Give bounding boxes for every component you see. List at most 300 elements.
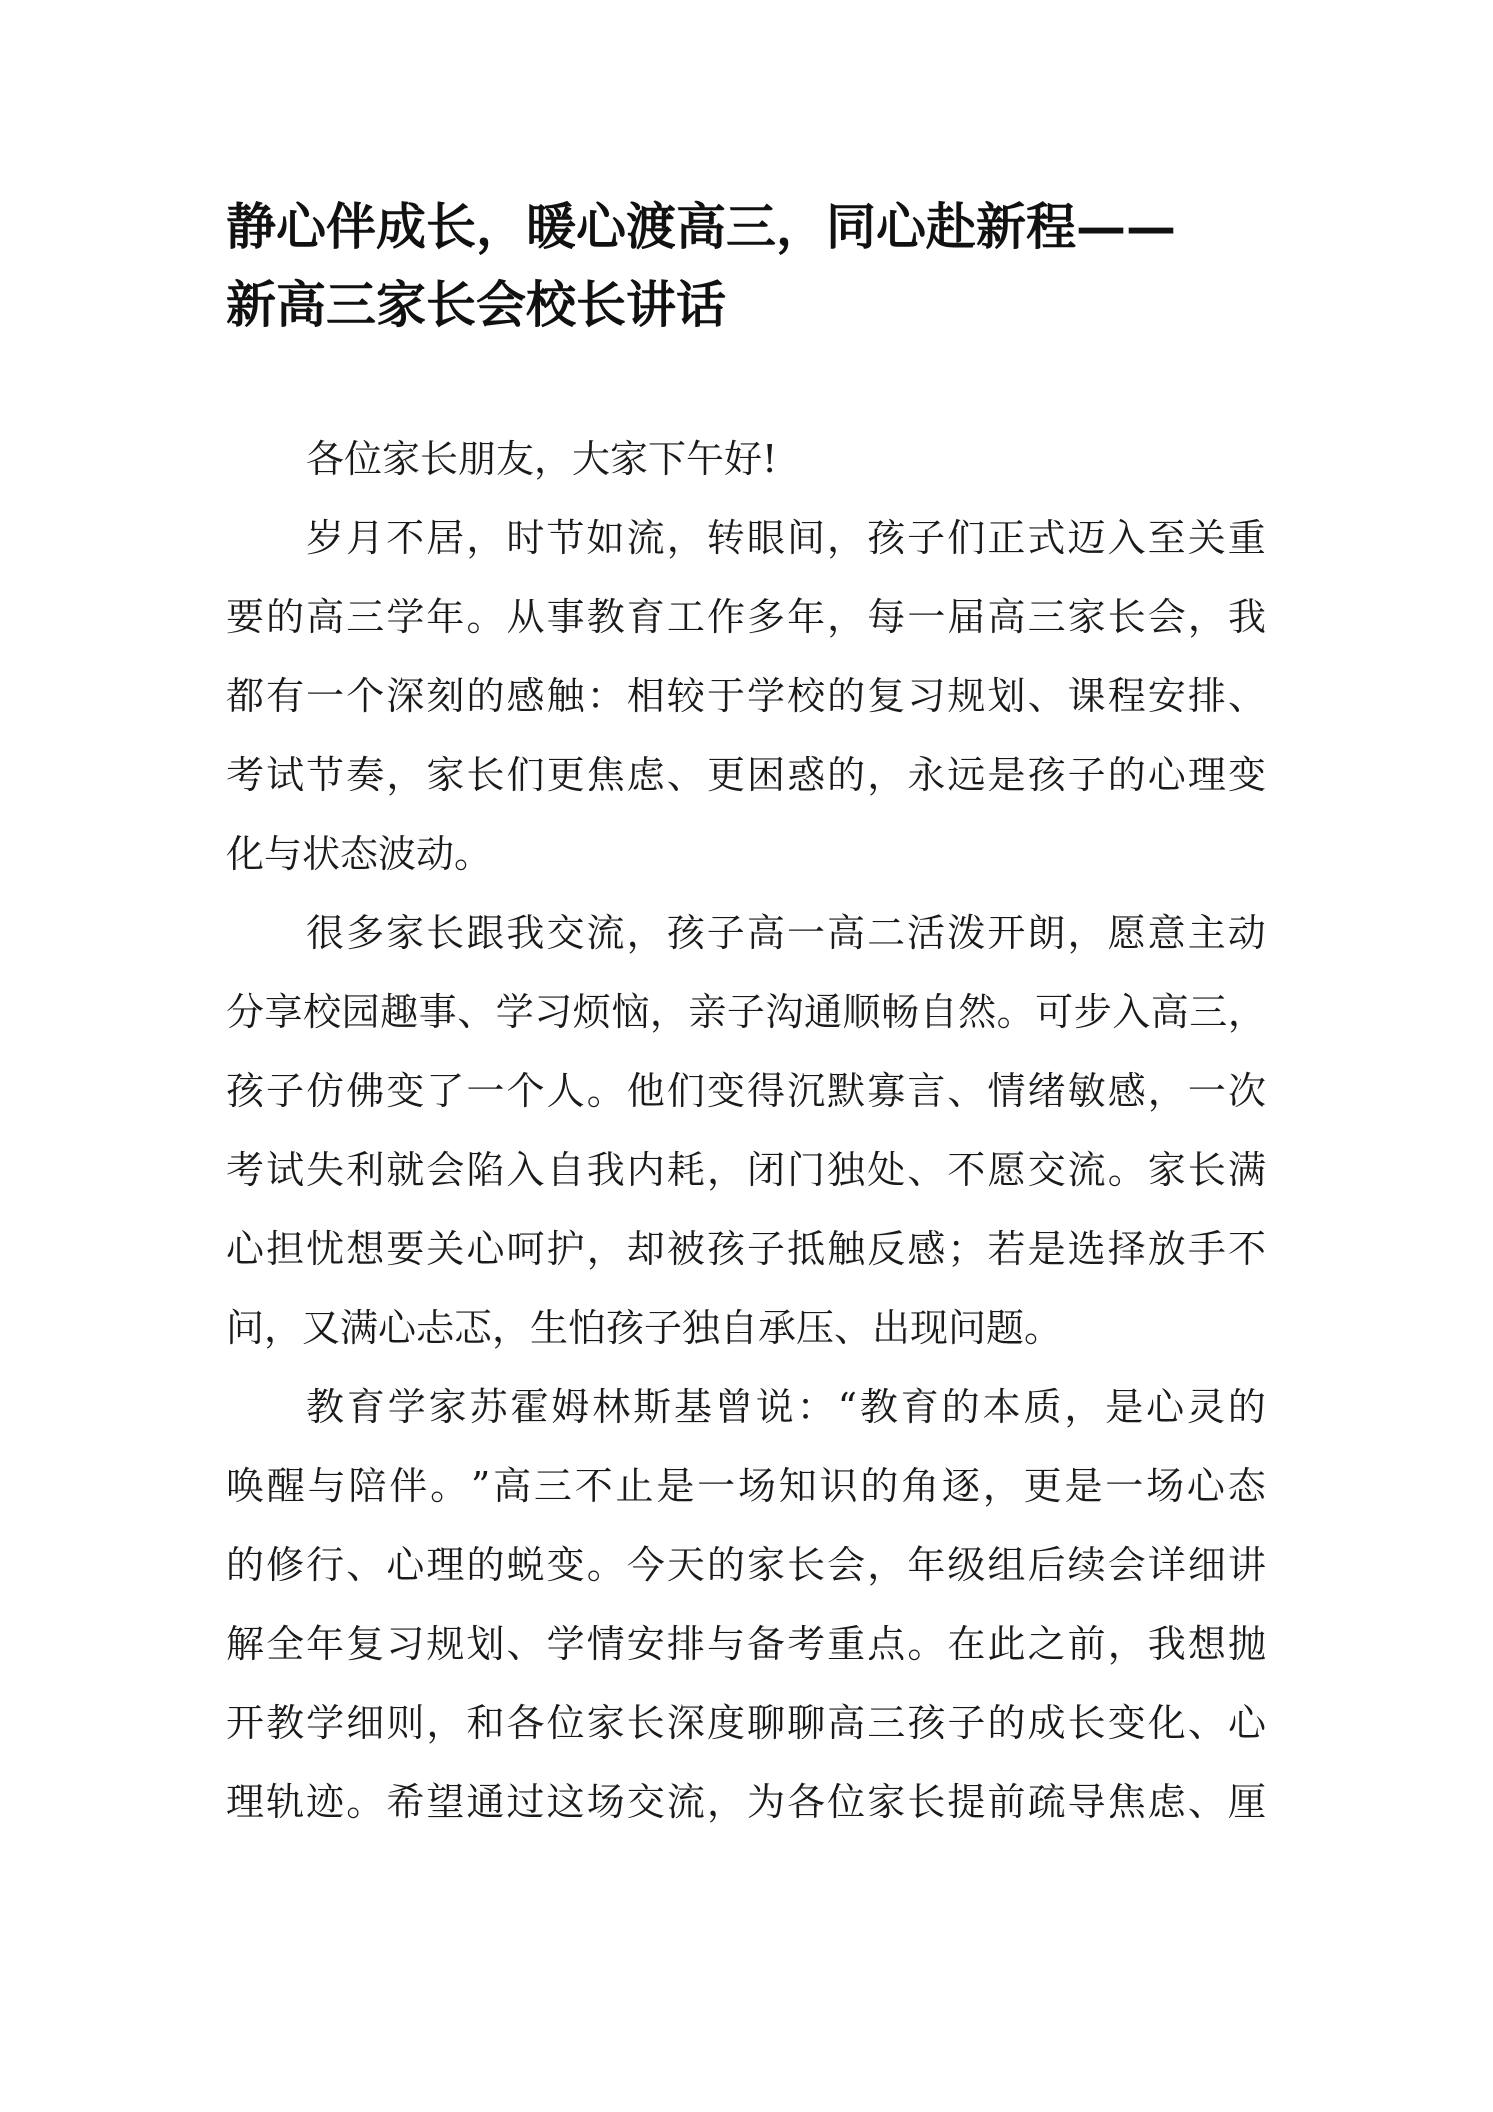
text-char: 知 bbox=[778, 1464, 817, 1508]
text-char: 苏 bbox=[469, 1385, 508, 1429]
text-char: 家 bbox=[747, 1543, 786, 1587]
text-char: 工 bbox=[666, 595, 705, 639]
text-char: 孩 bbox=[1027, 753, 1066, 797]
text-char: 他 bbox=[626, 1069, 665, 1113]
text-char: 多 bbox=[346, 911, 385, 955]
text-char: 流 bbox=[1067, 1148, 1106, 1192]
text-char: 岁 bbox=[306, 516, 345, 560]
text-char: 们 bbox=[666, 1069, 705, 1113]
text-char: 、 bbox=[907, 1148, 946, 1192]
text-char: 各 bbox=[787, 1780, 826, 1824]
text-char: 子 bbox=[266, 1069, 305, 1113]
text-char: 触 bbox=[546, 674, 585, 718]
text-char: 满 bbox=[1227, 1148, 1266, 1192]
text-char: 式 bbox=[1027, 516, 1066, 560]
text-char: 学 bbox=[495, 990, 534, 1034]
text-char: 是 bbox=[656, 1464, 695, 1508]
text-char: 导 bbox=[1067, 1780, 1106, 1824]
text-char: 斯 bbox=[633, 1385, 672, 1429]
text-char: 迈 bbox=[1067, 516, 1106, 560]
text-char: 交 bbox=[546, 911, 585, 955]
text-char: 一 bbox=[466, 1069, 505, 1113]
text-char: 、 bbox=[947, 1069, 986, 1113]
text-char: 和 bbox=[466, 1701, 505, 1745]
text-char: 子 bbox=[907, 516, 946, 560]
text-char: 焦 bbox=[586, 753, 625, 797]
text-char: 习 bbox=[534, 990, 573, 1034]
title-line: 静心伴成长，暖心渡高三，同心赴新程—— bbox=[226, 197, 1176, 256]
text-char: ： bbox=[586, 674, 625, 718]
text-char: 重 bbox=[1227, 516, 1266, 560]
text-char: 轨 bbox=[266, 1780, 305, 1824]
text-char: 子 bbox=[947, 1701, 986, 1745]
text-char: 霍 bbox=[510, 1385, 549, 1429]
text-char: 从 bbox=[506, 595, 545, 639]
text-char: ， bbox=[827, 595, 866, 639]
text-char: 度 bbox=[706, 1701, 745, 1745]
text-char: 择 bbox=[1107, 1227, 1146, 1271]
text-char: 沟 bbox=[765, 990, 804, 1034]
paragraph-line bbox=[226, 1776, 1266, 1855]
text-char: 若 bbox=[987, 1227, 1026, 1271]
paragraph-line bbox=[226, 907, 1266, 986]
text-char: 的 bbox=[860, 1464, 899, 1508]
text-char: 顺 bbox=[842, 990, 881, 1034]
text-char: 划 bbox=[987, 674, 1026, 718]
text-char: 亲 bbox=[688, 990, 727, 1034]
text-char: 失 bbox=[306, 1148, 345, 1192]
text-char: 寡 bbox=[867, 1069, 906, 1113]
text-char: 家 bbox=[1067, 595, 1106, 639]
text-char: 学 bbox=[546, 1622, 585, 1666]
text-char: ， bbox=[1227, 990, 1266, 1034]
text-char: 事 bbox=[546, 595, 585, 639]
text-char: 时 bbox=[506, 516, 545, 560]
text-char: 每 bbox=[867, 595, 906, 639]
text-char: 流 bbox=[586, 911, 625, 955]
text-char: 长 bbox=[626, 1701, 665, 1745]
text-char: 在 bbox=[947, 1622, 986, 1666]
text-char: ， bbox=[867, 753, 906, 797]
text-char: 会 bbox=[1107, 1543, 1146, 1587]
text-char: 眼 bbox=[746, 516, 785, 560]
text-char: 长 bbox=[907, 1780, 946, 1824]
text-char: 高 bbox=[493, 1464, 532, 1508]
text-char: 届 bbox=[947, 595, 986, 639]
text-char: ， bbox=[666, 516, 705, 560]
text-char: 育 bbox=[626, 595, 665, 639]
text-char: 三 bbox=[1189, 990, 1228, 1034]
text-char: 、 bbox=[346, 1543, 385, 1587]
text-char: 感 bbox=[1107, 1069, 1146, 1113]
paragraph-line bbox=[226, 1460, 1266, 1539]
text-char: 各 bbox=[506, 1701, 545, 1745]
text-char: 我 bbox=[1147, 1622, 1186, 1666]
text-char: 一 bbox=[907, 595, 946, 639]
text-char: 困 bbox=[747, 753, 786, 797]
text-char: 抛 bbox=[1227, 1622, 1266, 1666]
text-char: 年 bbox=[306, 1622, 345, 1666]
text-char: 反 bbox=[867, 1227, 906, 1271]
text-char: 情 bbox=[586, 1622, 625, 1666]
paragraph-line bbox=[226, 1302, 1266, 1381]
text-char: 今 bbox=[626, 1543, 665, 1587]
text-char: 教 bbox=[306, 1385, 345, 1429]
text-char: 的 bbox=[1107, 753, 1146, 797]
paragraph-line bbox=[226, 591, 1266, 670]
text-char: 护 bbox=[546, 1227, 585, 1271]
text-char: 厘 bbox=[1227, 1780, 1266, 1824]
text-char: 动 bbox=[1227, 911, 1266, 955]
text-char: 作 bbox=[706, 595, 745, 639]
text-char: 佛 bbox=[346, 1069, 385, 1113]
paragraph-line bbox=[226, 670, 1266, 749]
text-char: 孩 bbox=[226, 1069, 265, 1113]
text-char: 态 bbox=[1227, 1464, 1266, 1508]
text-char: 长 bbox=[1187, 1148, 1226, 1192]
text-char: 习 bbox=[907, 674, 946, 718]
text-char: 远 bbox=[947, 753, 986, 797]
text-char: 理 bbox=[226, 1780, 265, 1824]
text-char: 心 bbox=[1227, 1701, 1266, 1745]
text-char: 详 bbox=[1147, 1543, 1186, 1587]
text-char: 长 bbox=[1107, 595, 1146, 639]
text-char: ， bbox=[867, 1543, 906, 1587]
text-char: ， bbox=[1067, 911, 1106, 955]
text-char: 学 bbox=[387, 1385, 426, 1429]
text-char: 放 bbox=[1147, 1227, 1186, 1271]
text-char: 选 bbox=[1067, 1227, 1106, 1271]
text-char: 更 bbox=[1023, 1464, 1062, 1508]
text-char: 的 bbox=[987, 1701, 1026, 1745]
text-char: 。 bbox=[586, 1543, 625, 1587]
text-char: 子 bbox=[726, 990, 765, 1034]
text-char: 门 bbox=[787, 1148, 826, 1192]
text-char: 行 bbox=[306, 1543, 345, 1587]
text-char: 很 bbox=[306, 911, 345, 955]
text-char: 、 bbox=[1027, 674, 1066, 718]
text-char: 试 bbox=[266, 753, 305, 797]
text-char: 变 bbox=[546, 1543, 585, 1587]
text-char: 位 bbox=[827, 1780, 866, 1824]
text-char: 至 bbox=[1147, 516, 1186, 560]
text-char: 的 bbox=[466, 1543, 505, 1587]
text-char: 是 bbox=[1105, 1385, 1144, 1429]
paragraph-line bbox=[226, 1697, 1266, 1776]
text-char: 校 bbox=[787, 674, 826, 718]
text-char: 通 bbox=[803, 990, 842, 1034]
paragraph-line bbox=[226, 1065, 1266, 1144]
text-char: 奏 bbox=[346, 753, 385, 797]
text-char: ， bbox=[626, 911, 665, 955]
text-char: 事 bbox=[418, 990, 457, 1034]
text-char: 曾 bbox=[714, 1385, 753, 1429]
text-char: 化 bbox=[1147, 1701, 1186, 1745]
text-char: 课 bbox=[1067, 674, 1106, 718]
text-char: 高 bbox=[987, 595, 1026, 639]
title-line: 新高三家长会校长讲话 bbox=[226, 275, 726, 334]
text-char: ： bbox=[796, 1385, 835, 1429]
text-char: ， bbox=[1187, 595, 1226, 639]
text-char: 默 bbox=[827, 1069, 866, 1113]
text-char: 的 bbox=[1227, 1385, 1266, 1429]
text-char: 家 bbox=[867, 1780, 906, 1824]
text-char: 场 bbox=[737, 1464, 776, 1508]
text-char: 子 bbox=[747, 1227, 786, 1271]
text-char: 讲 bbox=[1227, 1543, 1266, 1587]
paragraph-line bbox=[226, 1539, 1266, 1618]
text-char: 孩 bbox=[666, 911, 705, 955]
text-char: ； bbox=[947, 1227, 986, 1271]
text-char: 蜕 bbox=[506, 1543, 545, 1587]
text-char: 考 bbox=[787, 1622, 826, 1666]
text-char: ， bbox=[827, 516, 866, 560]
text-char: ， bbox=[426, 1701, 465, 1745]
text-char: 却 bbox=[626, 1227, 665, 1271]
text-char: 仿 bbox=[306, 1069, 345, 1113]
text-char: 位 bbox=[546, 1701, 585, 1745]
text-char: “ bbox=[837, 1385, 858, 1429]
text-char: 这 bbox=[546, 1780, 585, 1824]
text-char: 敏 bbox=[1067, 1069, 1106, 1113]
text-char: 处 bbox=[867, 1148, 906, 1192]
text-char: 相 bbox=[626, 674, 665, 718]
text-char: 的 bbox=[827, 674, 866, 718]
text-char: 开 bbox=[987, 911, 1026, 955]
text-char: 焦 bbox=[1107, 1780, 1146, 1824]
text-char: 质 bbox=[1023, 1385, 1062, 1429]
text-char: 月 bbox=[346, 516, 385, 560]
text-char: 抵 bbox=[787, 1227, 826, 1271]
text-char: 自 bbox=[546, 1148, 585, 1192]
text-char: 我 bbox=[506, 911, 545, 955]
text-char: ， bbox=[649, 990, 688, 1034]
text-char: 场 bbox=[1146, 1464, 1185, 1508]
text-char: ， bbox=[466, 516, 505, 560]
text-char: 可 bbox=[1035, 990, 1074, 1034]
paragraph-text: 各位家长朋友，大家下午好! bbox=[306, 437, 778, 481]
text-char: 场 bbox=[586, 1780, 625, 1824]
text-char: 得 bbox=[747, 1069, 786, 1113]
text-char: 入 bbox=[1107, 516, 1146, 560]
text-char: 。 bbox=[996, 990, 1035, 1034]
text-char: 的 bbox=[706, 1543, 745, 1587]
paragraph-line bbox=[226, 1618, 1266, 1697]
text-char: 提 bbox=[947, 1780, 986, 1824]
text-char: 不 bbox=[386, 516, 425, 560]
text-char: 试 bbox=[266, 1148, 305, 1192]
text-char: 陷 bbox=[466, 1148, 505, 1192]
text-char: ， bbox=[706, 1148, 745, 1192]
text-char: 利 bbox=[346, 1148, 385, 1192]
text-char: 。 bbox=[1107, 1148, 1146, 1192]
text-char: 育 bbox=[900, 1385, 939, 1429]
text-char: 开 bbox=[226, 1701, 265, 1745]
text-char: 年 bbox=[787, 595, 826, 639]
text-char: 后 bbox=[1027, 1543, 1066, 1587]
text-char: 交 bbox=[1027, 1148, 1066, 1192]
text-char: 流 bbox=[626, 516, 665, 560]
text-char: 重 bbox=[827, 1622, 866, 1666]
text-char: 说 bbox=[755, 1385, 794, 1429]
text-char: 唤 bbox=[226, 1464, 265, 1508]
text-char: 内 bbox=[626, 1148, 665, 1192]
text-char: 学 bbox=[306, 1701, 345, 1745]
text-char: 节 bbox=[306, 753, 345, 797]
text-char: 点 bbox=[867, 1622, 906, 1666]
text-char: 、 bbox=[666, 753, 705, 797]
text-char: 规 bbox=[426, 1622, 465, 1666]
text-char: 的 bbox=[266, 595, 305, 639]
text-char: 此 bbox=[987, 1622, 1026, 1666]
text-char: ， bbox=[706, 1780, 745, 1824]
text-char: 感 bbox=[907, 1227, 946, 1271]
text-char: 三 bbox=[1027, 595, 1066, 639]
text-char: 会 bbox=[426, 1148, 465, 1192]
text-char: 、 bbox=[1187, 1780, 1226, 1824]
text-char: 解 bbox=[226, 1622, 265, 1666]
text-char: ， bbox=[1147, 1069, 1186, 1113]
text-char: 心 bbox=[1147, 753, 1186, 797]
text-char: 要 bbox=[226, 595, 265, 639]
text-char: 醒 bbox=[266, 1464, 305, 1508]
text-char: 入 bbox=[506, 1148, 545, 1192]
text-char: 是 bbox=[1027, 1227, 1066, 1271]
text-char: 年 bbox=[426, 595, 465, 639]
text-char: 不 bbox=[947, 1148, 986, 1192]
text-char: 间 bbox=[786, 516, 825, 560]
text-char: 高 bbox=[827, 911, 866, 955]
text-char: 流 bbox=[666, 1780, 705, 1824]
paragraph-line bbox=[226, 512, 1266, 591]
document-title bbox=[226, 188, 1286, 344]
text-char: 之 bbox=[1027, 1622, 1066, 1666]
text-char: 过 bbox=[506, 1780, 545, 1824]
text-char: 正 bbox=[987, 516, 1026, 560]
text-char: ” bbox=[470, 1464, 491, 1508]
text-char: 安 bbox=[1147, 674, 1186, 718]
text-char: 关 bbox=[1187, 516, 1226, 560]
text-char: 虑 bbox=[626, 753, 665, 797]
text-char: 。 bbox=[907, 1622, 946, 1666]
text-char: 永 bbox=[907, 753, 946, 797]
text-char: 陪 bbox=[348, 1464, 387, 1508]
text-char: 的 bbox=[827, 753, 866, 797]
text-char: 三 bbox=[533, 1464, 572, 1508]
text-char: 。 bbox=[430, 1464, 469, 1508]
text-char: 交 bbox=[626, 1780, 665, 1824]
text-char: 园 bbox=[341, 990, 380, 1034]
paragraph-line bbox=[226, 1144, 1266, 1223]
text-char: 高 bbox=[746, 911, 785, 955]
text-char: 规 bbox=[947, 674, 986, 718]
text-char: 呵 bbox=[506, 1227, 545, 1271]
text-char: 天 bbox=[666, 1543, 705, 1587]
text-char: 沉 bbox=[787, 1069, 826, 1113]
text-char: 学 bbox=[747, 674, 786, 718]
text-char: 、 bbox=[506, 1622, 545, 1666]
text-char: 就 bbox=[386, 1148, 425, 1192]
text-char: 林 bbox=[592, 1385, 631, 1429]
text-char: ， bbox=[982, 1464, 1021, 1508]
text-char: 个 bbox=[346, 674, 385, 718]
text-char: 修 bbox=[266, 1543, 305, 1587]
text-char: 高 bbox=[1150, 990, 1189, 1034]
text-char: 家 bbox=[426, 753, 465, 797]
text-char: 细 bbox=[346, 1701, 385, 1745]
text-char: 个 bbox=[506, 1069, 545, 1113]
text-char: 家 bbox=[1147, 1148, 1186, 1192]
text-char: 考 bbox=[226, 1148, 265, 1192]
text-char: 变 bbox=[1107, 1701, 1146, 1745]
text-char: 多 bbox=[747, 595, 786, 639]
text-char: 们 bbox=[947, 516, 986, 560]
text-char: 家 bbox=[586, 1701, 625, 1745]
text-char: 会 bbox=[1147, 595, 1186, 639]
text-char: 校 bbox=[303, 990, 342, 1034]
text-char: 是 bbox=[987, 753, 1026, 797]
text-char: 了 bbox=[426, 1069, 465, 1113]
text-char: 愿 bbox=[1107, 911, 1146, 955]
text-char: 划 bbox=[466, 1622, 505, 1666]
text-char: 二 bbox=[867, 911, 906, 955]
text-char: 长 bbox=[426, 911, 465, 955]
text-char: 子 bbox=[706, 911, 745, 955]
text-char: 。 bbox=[466, 595, 505, 639]
text-char: 望 bbox=[426, 1780, 465, 1824]
paragraph-text: 化与状态波动。 bbox=[226, 832, 493, 876]
text-char: 烦 bbox=[572, 990, 611, 1034]
text-char: 家 bbox=[428, 1385, 467, 1429]
text-char: ， bbox=[1107, 1622, 1146, 1666]
text-char: 不 bbox=[574, 1464, 613, 1508]
text-char: 心 bbox=[466, 1227, 505, 1271]
text-char: 更 bbox=[706, 753, 745, 797]
text-char: 备 bbox=[747, 1622, 786, 1666]
text-char: 深 bbox=[666, 1701, 705, 1745]
text-char: 长 bbox=[787, 1543, 826, 1587]
text-char: 主 bbox=[1187, 911, 1226, 955]
text-char: 担 bbox=[266, 1227, 305, 1271]
text-char: 不 bbox=[1227, 1227, 1266, 1271]
text-char: 我 bbox=[586, 1148, 625, 1192]
text-char: 情 bbox=[987, 1069, 1026, 1113]
text-char: 姆 bbox=[551, 1385, 590, 1429]
text-char: 则 bbox=[386, 1701, 425, 1745]
text-char: 复 bbox=[346, 1622, 385, 1666]
text-char: 想 bbox=[1187, 1622, 1226, 1666]
text-char: 、 bbox=[1187, 1701, 1226, 1745]
text-char: 惑 bbox=[787, 753, 826, 797]
text-char: 绪 bbox=[1027, 1069, 1066, 1113]
text-char: 全 bbox=[266, 1622, 305, 1666]
text-char: 次 bbox=[1227, 1069, 1266, 1113]
text-char: 成 bbox=[1027, 1701, 1066, 1745]
text-char: 、 bbox=[457, 990, 496, 1034]
text-char: 前 bbox=[987, 1780, 1026, 1824]
text-char: 朗 bbox=[1027, 911, 1066, 955]
text-char: 与 bbox=[706, 1622, 745, 1666]
text-char: 基 bbox=[674, 1385, 713, 1429]
text-char: 聊 bbox=[747, 1701, 786, 1745]
text-char: 的 bbox=[226, 1543, 265, 1587]
text-char: 一 bbox=[697, 1464, 736, 1508]
text-char: 居 bbox=[426, 516, 465, 560]
text-char: 复 bbox=[867, 674, 906, 718]
text-char: 三 bbox=[867, 1701, 906, 1745]
text-char: 识 bbox=[819, 1464, 858, 1508]
text-char: 长 bbox=[1067, 1701, 1106, 1745]
